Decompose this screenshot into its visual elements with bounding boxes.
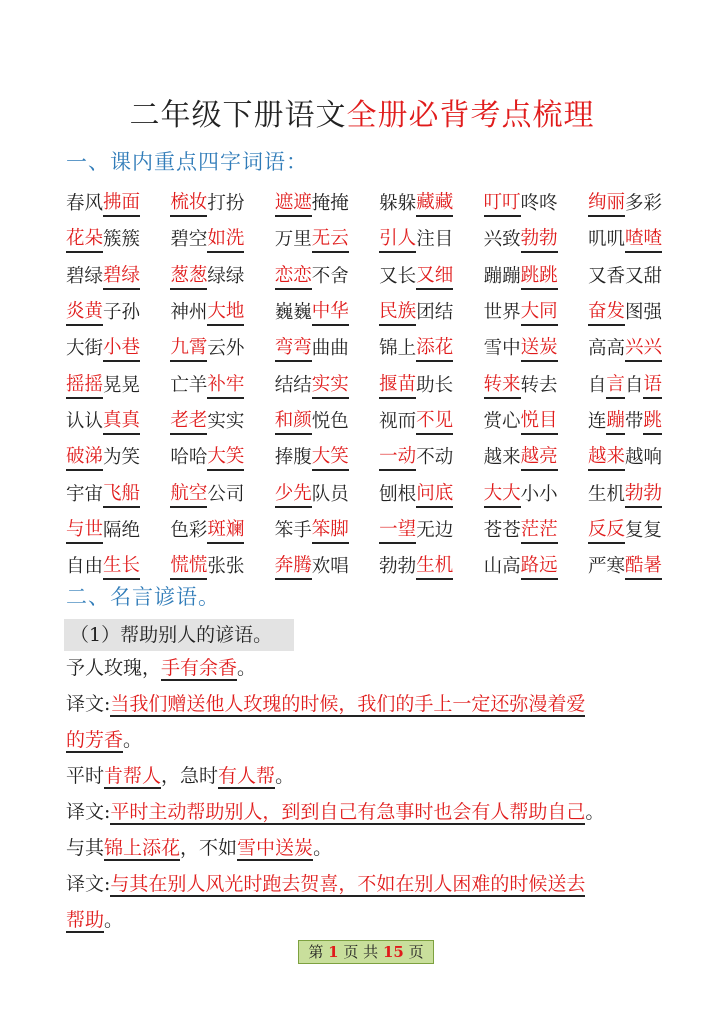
idiom-answer: 反反 [588, 518, 625, 544]
idiom-answer: 九霄 [170, 336, 207, 362]
idiom-given: 兴致 [483, 229, 521, 251]
idiom-given: 叽叽 [587, 229, 625, 251]
idiom-answer: 补牢 [207, 373, 244, 399]
idiom-answer: 碧绿 [103, 264, 140, 290]
idiom-answer: 送炭 [521, 336, 558, 362]
footer-text: 页 [408, 943, 424, 961]
idiom-cell [275, 518, 349, 544]
answer-blank: 平时主动帮助别人，到到自己有急事时也会有人帮助自己 [110, 801, 586, 823]
proverb-line [66, 655, 256, 681]
answer-blank: 当我们赠送他人玫瑰的时候，我们的手上一定还弥漫着爱 [110, 693, 586, 715]
section1-heading: 一、课内重点四字词语： [66, 150, 308, 174]
idiom-answer: 越来 [588, 445, 625, 471]
idiom-answer: 跳跳 [521, 264, 558, 290]
idiom-cell [66, 482, 140, 508]
idiom-cell [379, 191, 453, 217]
idiom-cell [588, 227, 662, 253]
idiom-given: 助长 [416, 374, 454, 396]
idiom-cell [275, 445, 349, 471]
idiom-answer: 葱葱 [170, 264, 207, 290]
idiom-given: 巍巍 [274, 302, 312, 324]
idiom-given: 团结 [416, 302, 454, 324]
idiom-given: 为笑 [103, 447, 141, 469]
idiom-answer: 花朵 [66, 227, 103, 253]
idiom-given: 碧绿 [66, 265, 104, 287]
idiom-answer: 勃勃 [521, 227, 558, 253]
idiom-cell [66, 518, 140, 544]
idiom-given: 不舍 [311, 265, 349, 287]
idiom-answer: 大笑 [312, 445, 349, 471]
idiom-cell [170, 409, 244, 435]
idiom-cell [275, 373, 349, 399]
idiom-answer: 民族 [379, 300, 416, 326]
idiom-cell [170, 336, 244, 362]
idiom-given: 春风 [66, 193, 104, 215]
text: 予人玫瑰， [66, 657, 162, 679]
idiom-cell [588, 482, 662, 508]
idiom-given: 越响 [624, 447, 662, 469]
idiom-answer: 奋发 [588, 300, 625, 326]
idiom-answer: 小巷 [103, 336, 140, 362]
idiom-given: 注目 [416, 229, 454, 251]
idiom-answer: 生机 [416, 554, 453, 580]
idiom-answer: 茫茫 [521, 518, 558, 544]
idiom-cell [66, 373, 140, 399]
idiom-cell [170, 482, 244, 508]
idiom-answer: 奔腾 [275, 554, 312, 580]
idiom-answer: 斑斓 [207, 518, 244, 544]
idiom-answer: 大大 [484, 482, 521, 508]
idiom-answer: 言 [606, 373, 625, 399]
idiom-answer: 老老 [170, 409, 207, 435]
idiom-cell [379, 482, 453, 508]
idiom-answer: 语 [643, 373, 662, 399]
idiom-cell [275, 482, 349, 508]
text: ，急时 [161, 765, 219, 787]
idiom-given: 结结 [274, 374, 312, 396]
idiom-cell [379, 373, 453, 399]
idiom-answer: 勃勃 [625, 482, 662, 508]
idiom-answer: 大同 [521, 300, 558, 326]
idiom-given: 笨手 [274, 519, 312, 541]
idiom-given: 捧腹 [274, 447, 312, 469]
idiom-cell [588, 264, 662, 290]
idiom-given: 子孙 [103, 302, 141, 324]
idiom-given: 多彩 [624, 193, 662, 215]
idiom-cell [484, 554, 558, 580]
footer-text: 页 共 [343, 943, 379, 961]
translation-line [66, 907, 123, 933]
idiom-answer: 一动 [379, 445, 416, 471]
idiom-answer: 叮叮 [484, 191, 521, 217]
idiom-cell [588, 409, 662, 435]
idiom-given: 打扮 [207, 193, 245, 215]
idiom-row [66, 367, 662, 403]
idiom-cell [275, 554, 349, 580]
idiom-answer: 慌慌 [170, 554, 207, 580]
idiom-given: 欢唱 [311, 556, 349, 578]
idiom-given: 自由 [66, 556, 104, 578]
text: 译文: [66, 801, 111, 823]
idiom-row [66, 186, 662, 222]
idiom-given: 晃晃 [103, 374, 141, 396]
idiom-row [66, 222, 662, 258]
idiom-cell [170, 445, 244, 471]
idiom-cell [275, 264, 349, 290]
idiom-cell [66, 409, 140, 435]
idiom-cell [275, 336, 349, 362]
idiom-given: 勃勃 [379, 556, 417, 578]
idiom-answer: 揠苗 [379, 373, 416, 399]
idiom-cell [170, 518, 244, 544]
idiom-given: 绿绿 [207, 265, 245, 287]
idiom-given: 世界 [483, 302, 521, 324]
idiom-answer: 弯弯 [275, 336, 312, 362]
idiom-answer: 和颜 [275, 409, 312, 435]
translation-line [66, 691, 585, 717]
answer-blank: 手有余香 [161, 657, 238, 679]
idiom-answer: 如洗 [207, 227, 244, 253]
idiom-given: 碧空 [170, 229, 208, 251]
idiom-answer: 拂面 [103, 191, 140, 217]
idiom-cell [66, 300, 140, 326]
title-red: 全册必背考点梳理 [346, 98, 595, 133]
idiom-cell [275, 409, 349, 435]
proverb-line [66, 835, 332, 861]
idiom-answer: 不见 [416, 409, 453, 435]
idiom-given: 哈哈 [170, 447, 208, 469]
idiom-cell [484, 227, 558, 253]
answer-blank: 雪中送炭 [237, 837, 314, 859]
idiom-given: 万里 [274, 229, 312, 251]
idiom-answer: 喳喳 [625, 227, 662, 253]
idiom-answer: 梳妆 [170, 191, 207, 217]
idiom-answer: 越亮 [521, 445, 558, 471]
idiom-answer: 一望 [379, 518, 416, 544]
idiom-cell [379, 518, 453, 544]
idiom-cell [379, 445, 453, 471]
idiom-answer: 少先 [275, 482, 312, 508]
idiom-given: 刨根 [379, 483, 417, 505]
idiom-answer: 蹦 [606, 409, 625, 435]
answer-blank: 锦上添花 [104, 837, 181, 859]
idiom-given: 山高 [483, 556, 521, 578]
idiom-given: 实实 [207, 410, 245, 432]
current-page: 1 [328, 943, 339, 961]
idiom-answer: 添花 [416, 336, 453, 362]
idiom-given: 云外 [207, 338, 245, 360]
idiom-given: 公司 [207, 483, 245, 505]
idiom-cell [66, 264, 140, 290]
sub-heading: （1）帮助别人的谚语。 [64, 619, 294, 651]
idiom-given: 越来 [483, 447, 521, 469]
text: 。 [313, 837, 333, 859]
text: 。 [123, 729, 143, 751]
idiom-given: 又香 [587, 265, 625, 287]
idiom-answer: 引人 [379, 227, 416, 253]
idiom-given: 无边 [416, 519, 454, 541]
translation-line [66, 871, 585, 897]
text: 平时 [66, 765, 105, 787]
idiom-given: 曲曲 [311, 338, 349, 360]
idiom-given: 严寒 [587, 556, 625, 578]
idiom-answer: 笨脚 [312, 518, 349, 544]
idiom-cell [484, 373, 558, 399]
idiom-answer: 遮遮 [275, 191, 312, 217]
idiom-cell [170, 264, 244, 290]
footer-text: 第 [308, 943, 324, 961]
idiom-given: 大街 [66, 338, 104, 360]
idiom-given: 不动 [416, 447, 454, 469]
text: 译文: [66, 693, 111, 715]
idiom-cell [379, 227, 453, 253]
idiom-cell [66, 554, 140, 580]
idiom-answer: 悦目 [521, 409, 558, 435]
idiom-cell [588, 191, 662, 217]
idiom-cell [379, 300, 453, 326]
idiom-given: 簇簇 [103, 229, 141, 251]
idiom-given: 带 [624, 410, 644, 432]
idiom-cell [484, 518, 558, 544]
idiom-cell [66, 227, 140, 253]
idiom-answer: 大笑 [207, 445, 244, 471]
idiom-answer: 飞船 [103, 482, 140, 508]
proverb-line [66, 763, 294, 789]
idiom-cell [66, 336, 140, 362]
idiom-given: 生机 [587, 483, 625, 505]
idiom-answer: 真真 [103, 409, 140, 435]
idiom-given: 队员 [311, 483, 349, 505]
idiom-answer: 破涕 [66, 445, 103, 471]
idiom-given: 视而 [379, 410, 417, 432]
idiom-given: 锦上 [379, 338, 417, 360]
title-black: 二年级下册语文 [129, 98, 347, 133]
idiom-cell [170, 227, 244, 253]
text: 。 [237, 657, 257, 679]
idiom-answer: 藏藏 [416, 191, 453, 217]
idiom-cell [588, 373, 662, 399]
idiom-answer: 与世 [66, 518, 103, 544]
text: 译文: [66, 873, 111, 895]
idiom-answer: 酷暑 [625, 554, 662, 580]
answer-blank: 有人帮 [218, 765, 276, 787]
idiom-given: 认认 [66, 410, 104, 432]
idiom-given: 亡羊 [170, 374, 208, 396]
idiom-given: 雪中 [483, 338, 521, 360]
idiom-cell [170, 191, 244, 217]
idiom-cell [484, 264, 558, 290]
idiom-given: 神州 [170, 302, 208, 324]
idiom-cell [484, 191, 558, 217]
page-title [0, 96, 724, 136]
idiom-cell [379, 409, 453, 435]
idiom-cell [66, 445, 140, 471]
idiom-answer: 摇摇 [66, 373, 103, 399]
idiom-answer: 绚丽 [588, 191, 625, 217]
text: 。 [275, 765, 295, 787]
section2-heading: 二、名言谚语。 [66, 585, 220, 609]
idiom-answer: 大地 [207, 300, 244, 326]
answer-blank: 帮助 [66, 909, 105, 931]
idiom-given: 复复 [624, 519, 662, 541]
idiom-given: 连 [587, 410, 607, 432]
idiom-given: 苍苍 [483, 519, 521, 541]
idiom-given: 蹦蹦 [483, 265, 521, 287]
idiom-answer: 路远 [521, 554, 558, 580]
translation-line [66, 727, 142, 753]
idiom-cell [170, 554, 244, 580]
idiom-row [66, 404, 662, 440]
idiom-answer: 跳 [643, 409, 662, 435]
idiom-cell [588, 445, 662, 471]
idiom-given: 咚咚 [520, 193, 558, 215]
idiom-given: 转去 [520, 374, 558, 396]
idiom-grid [66, 186, 662, 585]
page-number-footer [298, 940, 434, 964]
idiom-cell [484, 409, 558, 435]
idiom-row [66, 476, 662, 512]
idiom-answer: 恋恋 [275, 264, 312, 290]
idiom-cell [484, 336, 558, 362]
idiom-answer: 兴兴 [625, 336, 662, 362]
idiom-answer: 问底 [416, 482, 453, 508]
text: 与其 [66, 837, 105, 859]
idiom-given: 自 [587, 374, 607, 396]
idiom-row [66, 295, 662, 331]
idiom-given: 悦色 [311, 410, 349, 432]
idiom-cell [66, 191, 140, 217]
idiom-given: 又甜 [624, 265, 662, 287]
idiom-cell [379, 554, 453, 580]
idiom-given: 图强 [624, 302, 662, 324]
idiom-cell [275, 227, 349, 253]
idiom-answer: 实实 [312, 373, 349, 399]
idiom-answer: 航空 [170, 482, 207, 508]
idiom-given: 色彩 [170, 519, 208, 541]
idiom-given: 赏心 [483, 410, 521, 432]
idiom-cell [484, 445, 558, 471]
idiom-answer: 无云 [312, 227, 349, 253]
idiom-answer: 中华 [312, 300, 349, 326]
answer-blank: 的芳香 [66, 729, 124, 751]
total-pages: 15 [382, 943, 404, 961]
text: 。 [104, 909, 124, 931]
idiom-cell [170, 373, 244, 399]
text: ，不如 [180, 837, 238, 859]
idiom-cell [588, 300, 662, 326]
idiom-given: 躲躲 [379, 193, 417, 215]
idiom-given: 张张 [207, 556, 245, 578]
idiom-given: 又长 [379, 265, 417, 287]
idiom-given: 小小 [520, 483, 558, 505]
idiom-given: 高高 [587, 338, 625, 360]
idiom-cell [379, 264, 453, 290]
idiom-row [66, 331, 662, 367]
idiom-answer: 生长 [103, 554, 140, 580]
answer-blank: 肯帮人 [104, 765, 162, 787]
idiom-cell [379, 336, 453, 362]
idiom-row [66, 549, 662, 585]
idiom-cell [588, 554, 662, 580]
idiom-cell [484, 300, 558, 326]
idiom-cell [275, 191, 349, 217]
idiom-cell [275, 300, 349, 326]
idiom-given: 隔绝 [103, 519, 141, 541]
idiom-given: 掩掩 [311, 193, 349, 215]
idiom-row [66, 513, 662, 549]
idiom-row [66, 259, 662, 295]
idiom-answer: 又细 [416, 264, 453, 290]
text: 。 [585, 801, 605, 823]
idiom-given: 宇宙 [66, 483, 104, 505]
idiom-given: 自 [624, 374, 644, 396]
idiom-row [66, 440, 662, 476]
idiom-cell [588, 518, 662, 544]
idiom-cell [484, 482, 558, 508]
answer-blank: 与其在别人风光时跑去贺喜，不如在别人困难的时候送去 [110, 873, 586, 895]
idiom-answer: 转来 [484, 373, 521, 399]
idiom-cell [170, 300, 244, 326]
translation-line [66, 799, 604, 825]
idiom-answer: 炎黄 [66, 300, 103, 326]
idiom-cell [588, 336, 662, 362]
